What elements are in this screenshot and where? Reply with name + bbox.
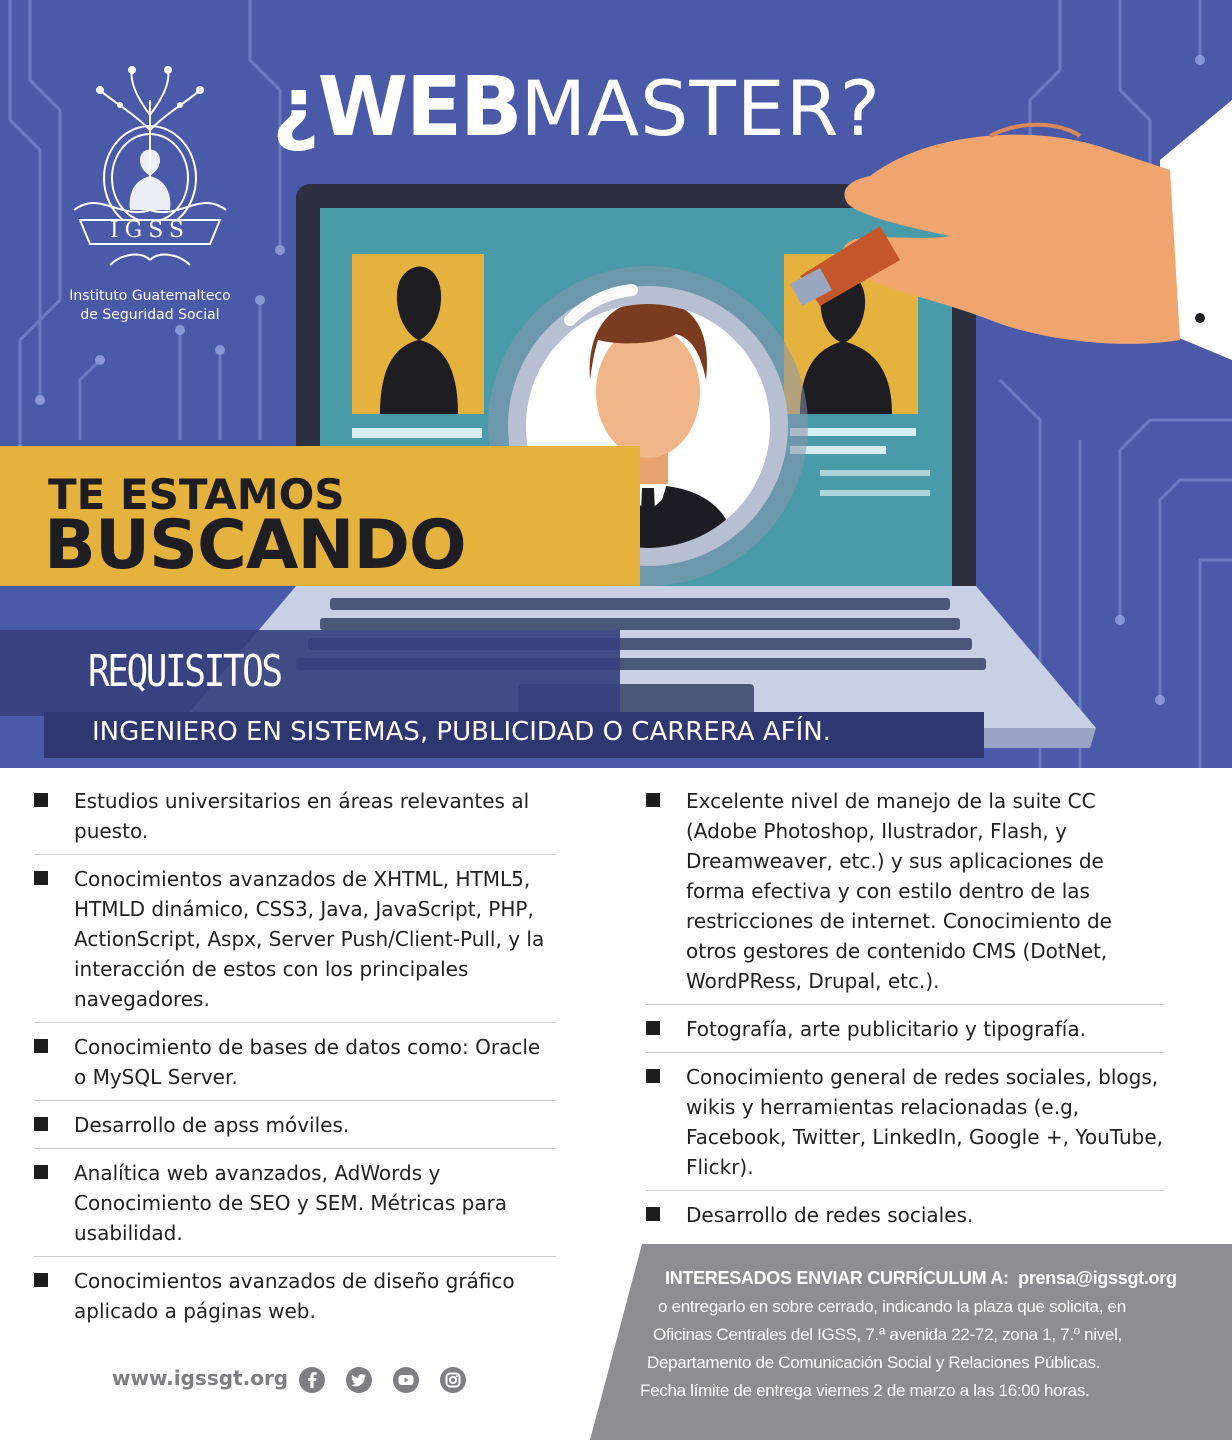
bullet-square-icon bbox=[34, 1117, 48, 1131]
headline-open-question: ¿ bbox=[272, 60, 318, 155]
bullet-square-icon bbox=[34, 871, 48, 885]
requirements-title: REQUISITOS bbox=[88, 646, 281, 697]
list-item bbox=[34, 1110, 556, 1149]
requirements-list-right bbox=[646, 786, 1164, 1247]
list-item-text: Desarrollo de redes sociales. bbox=[686, 1203, 974, 1227]
list-item bbox=[34, 864, 556, 1023]
list-item-text: Conocimiento general de redes sociales, blogs, wikis y herramientas relacionadas (e.g, Facebook, Twitter, LinkedIn, Google +, YouTube, Flickr). bbox=[686, 1065, 1164, 1179]
youtube-icon[interactable] bbox=[393, 1367, 419, 1393]
requirements-subtitle: INGENIERO EN SISTEMAS, PUBLICIDAD O CARRERA AFÍN. bbox=[92, 717, 831, 747]
list-item bbox=[34, 1266, 556, 1334]
contact-line5: Fecha límite de entrega viernes 2 de marzo a las 16:00 horas. bbox=[640, 1381, 1090, 1400]
bullet-square-icon bbox=[34, 793, 48, 807]
contact-heading-line bbox=[665, 1268, 1177, 1289]
logo-caption-line1: Instituto Guatemalteco bbox=[69, 288, 231, 304]
banner-line1: TE ESTAMOS bbox=[48, 470, 345, 519]
bullet-square-icon bbox=[646, 1069, 660, 1083]
contact-line4: Departamento de Comunicación Social y Relaciones Públicas. bbox=[647, 1353, 1101, 1372]
list-item bbox=[646, 1014, 1164, 1053]
list-item bbox=[34, 1032, 556, 1101]
bullet-square-icon bbox=[646, 1021, 660, 1035]
list-item bbox=[646, 1062, 1164, 1191]
list-item-text: Fotografía, arte publicitario y tipografía. bbox=[686, 1017, 1086, 1041]
list-item-text: Desarrollo de apss móviles. bbox=[74, 1113, 350, 1137]
bullet-square-icon bbox=[34, 1273, 48, 1287]
contact-line3: Oficinas Centrales del IGSS, 7.ª avenida 22-72, zona 1, 7.º nivel, bbox=[653, 1325, 1122, 1344]
contact-box bbox=[590, 1244, 1232, 1440]
logo-wordmark: IGSS bbox=[109, 218, 191, 243]
headline-bold: WEB bbox=[317, 60, 521, 155]
list-item bbox=[34, 786, 556, 855]
igss-logo bbox=[60, 60, 240, 284]
website-link[interactable]: www.igssgt.org bbox=[112, 1366, 289, 1390]
contact-heading: INTERESADOS ENVIAR CURRÍCULUM A: bbox=[665, 1268, 1009, 1288]
list-item-text: Estudios universitarios en áreas relevantes al puesto. bbox=[74, 789, 530, 843]
bullet-square-icon bbox=[646, 793, 660, 807]
banner-line2: BUSCANDO bbox=[44, 506, 466, 585]
logo-caption bbox=[30, 287, 270, 325]
twitter-icon[interactable] bbox=[346, 1367, 372, 1393]
logo-caption-line2: de Seguridad Social bbox=[80, 307, 220, 323]
list-item bbox=[34, 1158, 556, 1257]
headline bbox=[272, 60, 881, 155]
bullet-square-icon bbox=[34, 1165, 48, 1179]
contact-line2: o entregarlo en sobre cerrado, indicando la plaza que solicita, en bbox=[658, 1297, 1126, 1316]
facebook-icon[interactable] bbox=[299, 1367, 325, 1393]
headline-light: MASTER? bbox=[520, 64, 881, 153]
requirements-list-left bbox=[34, 786, 556, 1343]
list-item-text: Excelente nivel de manejo de la suite CC (Adobe Photoshop, Ilustrador, Flash, y Dreamweaver, etc.) y sus aplicaciones de forma efectiva y con estilo dentro de las restricciones de internet. Conocimiento de otros gestores de contenido CMS (DotNet, WordPRess, Drupal, etc.). bbox=[686, 789, 1112, 993]
igss-emblem-icon bbox=[60, 60, 240, 280]
bullet-square-icon bbox=[34, 1039, 48, 1053]
list-item-text: Conocimientos avanzados de diseño gráfico aplicado a páginas web. bbox=[74, 1269, 515, 1323]
contact-email[interactable]: prensa@igssgt.org bbox=[1018, 1268, 1177, 1288]
list-item-text: Analítica web avanzados, AdWords y Conocimiento de SEO y SEM. Métricas para usabilidad. bbox=[74, 1161, 508, 1245]
list-item-text: Conocimiento de bases de datos como: Oracle o MySQL Server. bbox=[74, 1035, 541, 1089]
list-item bbox=[646, 1200, 1164, 1238]
instagram-icon[interactable] bbox=[440, 1367, 466, 1393]
bullet-square-icon bbox=[646, 1207, 660, 1221]
list-item-text: Conocimientos avanzados de XHTML, HTML5, HTMLD dinámico, CSS3, Java, JavaScript, PHP, ActionScript, Aspx, Server Push/Client-Pull, y la interacción de estos con los principales navegadores. bbox=[74, 867, 545, 1011]
list-item bbox=[646, 786, 1164, 1005]
